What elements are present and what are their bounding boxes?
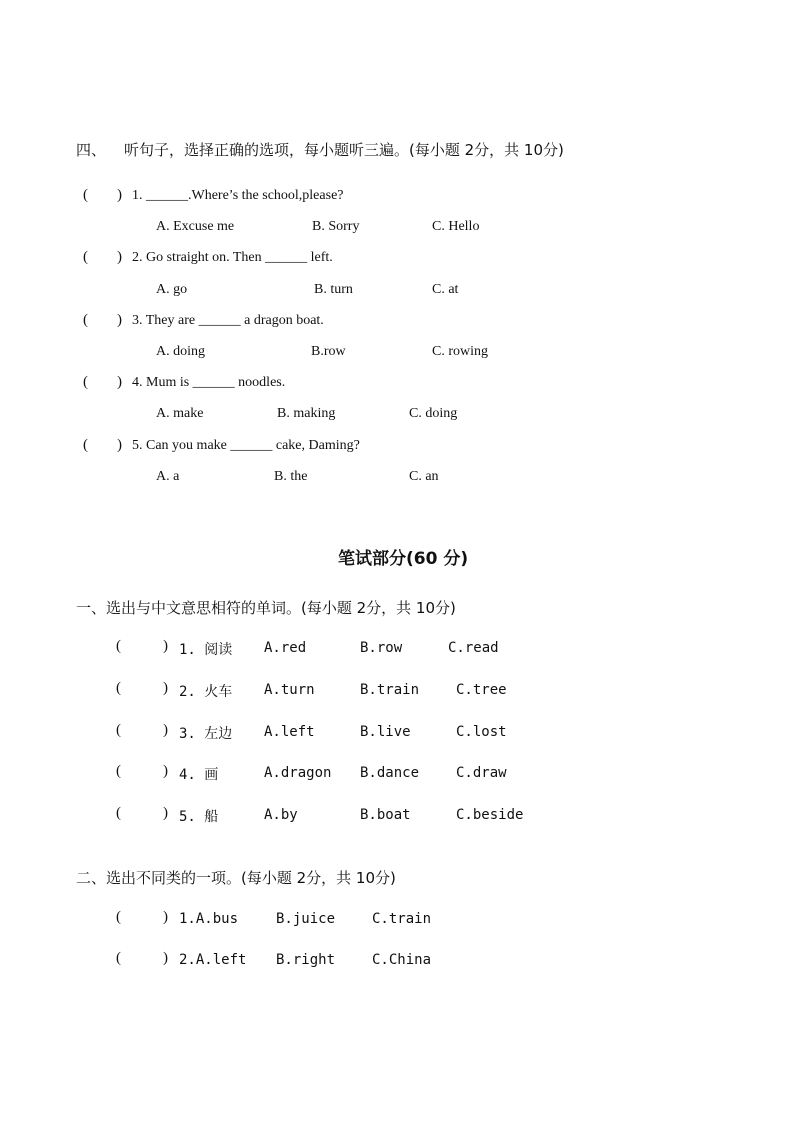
option-c: C. rowing — [432, 344, 488, 359]
option-a: A. doing — [156, 344, 205, 359]
answer-paren-close: ) — [117, 312, 122, 328]
answer-paren-close: ) — [163, 909, 168, 925]
option-a: A. go — [156, 282, 188, 297]
question-text: 2.A.left — [179, 952, 247, 968]
question-text: 1.A.bus — [179, 911, 239, 927]
answer-paren-open: ( — [116, 805, 121, 821]
option-c: C. Hello — [432, 219, 480, 234]
answer-paren-open: ( — [116, 763, 121, 779]
option-b: B. Sorry — [312, 219, 360, 234]
option-a: A.red — [264, 640, 307, 656]
question-text: 4. Mum is ______ noodles. — [132, 375, 286, 390]
option-a: A. Excuse me — [156, 219, 235, 234]
option-b: B.row — [311, 344, 346, 359]
answer-paren-close: ) — [117, 249, 122, 265]
answer-paren-close: ) — [163, 763, 168, 779]
section-4-title: 听句子，选择正确的选项，每小题听三遍。(每小题 2分，共 10分) — [124, 141, 564, 159]
option-a: A. make — [156, 406, 204, 421]
option-b: B.right — [276, 952, 336, 968]
option-c: C.train — [372, 911, 432, 927]
option-b: B.juice — [276, 911, 336, 927]
option-c: C.draw — [456, 765, 507, 781]
section-w1-title: 一、选出与中文意思相符的单词。(每小题 2分，共 10分) — [76, 599, 456, 617]
option-b: B. the — [274, 469, 308, 484]
answer-paren-open: ( — [83, 312, 88, 328]
answer-paren-open: ( — [116, 722, 121, 738]
answer-paren-open: ( — [116, 638, 121, 654]
option-c: C.read — [448, 640, 499, 656]
option-b: B.live — [360, 724, 411, 740]
answer-paren-close: ) — [163, 638, 168, 654]
question-text: 3. 左边 — [179, 726, 233, 742]
answer-paren-close: ) — [117, 187, 122, 203]
written-part-title: 笔试部分(60 分) — [338, 549, 469, 569]
answer-paren-open: ( — [116, 680, 121, 696]
answer-paren-open: ( — [83, 437, 88, 453]
option-b: B.boat — [360, 807, 411, 823]
option-c: C. an — [409, 469, 439, 484]
option-c: C.beside — [456, 807, 524, 823]
option-b: B. turn — [314, 282, 353, 297]
question-text: 4. 画 — [179, 767, 219, 783]
question-text: 5. Can you make ______ cake, Daming? — [132, 438, 360, 453]
answer-paren-open: ( — [83, 249, 88, 265]
option-c: C. at — [432, 282, 459, 297]
option-b: B.train — [360, 682, 420, 698]
answer-paren-close: ) — [163, 805, 168, 821]
option-a: A.turn — [264, 682, 315, 698]
answer-paren-close: ) — [117, 437, 122, 453]
option-a: A.left — [264, 724, 315, 740]
answer-paren-close: ) — [163, 722, 168, 738]
question-text: 2. Go straight on. Then ______ left. — [132, 250, 333, 265]
answer-paren-close: ) — [163, 680, 168, 696]
question-text: 1. ______.Where’s the school,please? — [132, 188, 344, 203]
answer-paren-open: ( — [116, 950, 121, 966]
option-a: A.dragon — [264, 765, 332, 781]
option-c: C.lost — [456, 724, 507, 740]
option-a: A.by — [264, 807, 298, 823]
answer-paren-close: ) — [117, 374, 122, 390]
answer-paren-close: ) — [163, 950, 168, 966]
question-text: 5. 船 — [179, 809, 219, 825]
option-b: B.dance — [360, 765, 420, 781]
question-text: 1. 阅读 — [179, 642, 233, 658]
question-text: 2. 火车 — [179, 684, 233, 700]
section-4-number: 四、 — [76, 141, 107, 159]
option-c: C.China — [372, 952, 432, 968]
answer-paren-open: ( — [83, 374, 88, 390]
option-a: A. a — [156, 469, 180, 484]
option-b: B.row — [360, 640, 403, 656]
option-c: C. doing — [409, 406, 458, 421]
answer-paren-open: ( — [116, 909, 121, 925]
answer-paren-open: ( — [83, 187, 88, 203]
option-b: B. making — [277, 406, 336, 421]
question-text: 3. They are ______ a dragon boat. — [132, 313, 324, 328]
option-c: C.tree — [456, 682, 507, 698]
section-w2-title: 二、选出不同类的一项。(每小题 2分，共 10分) — [76, 869, 396, 887]
